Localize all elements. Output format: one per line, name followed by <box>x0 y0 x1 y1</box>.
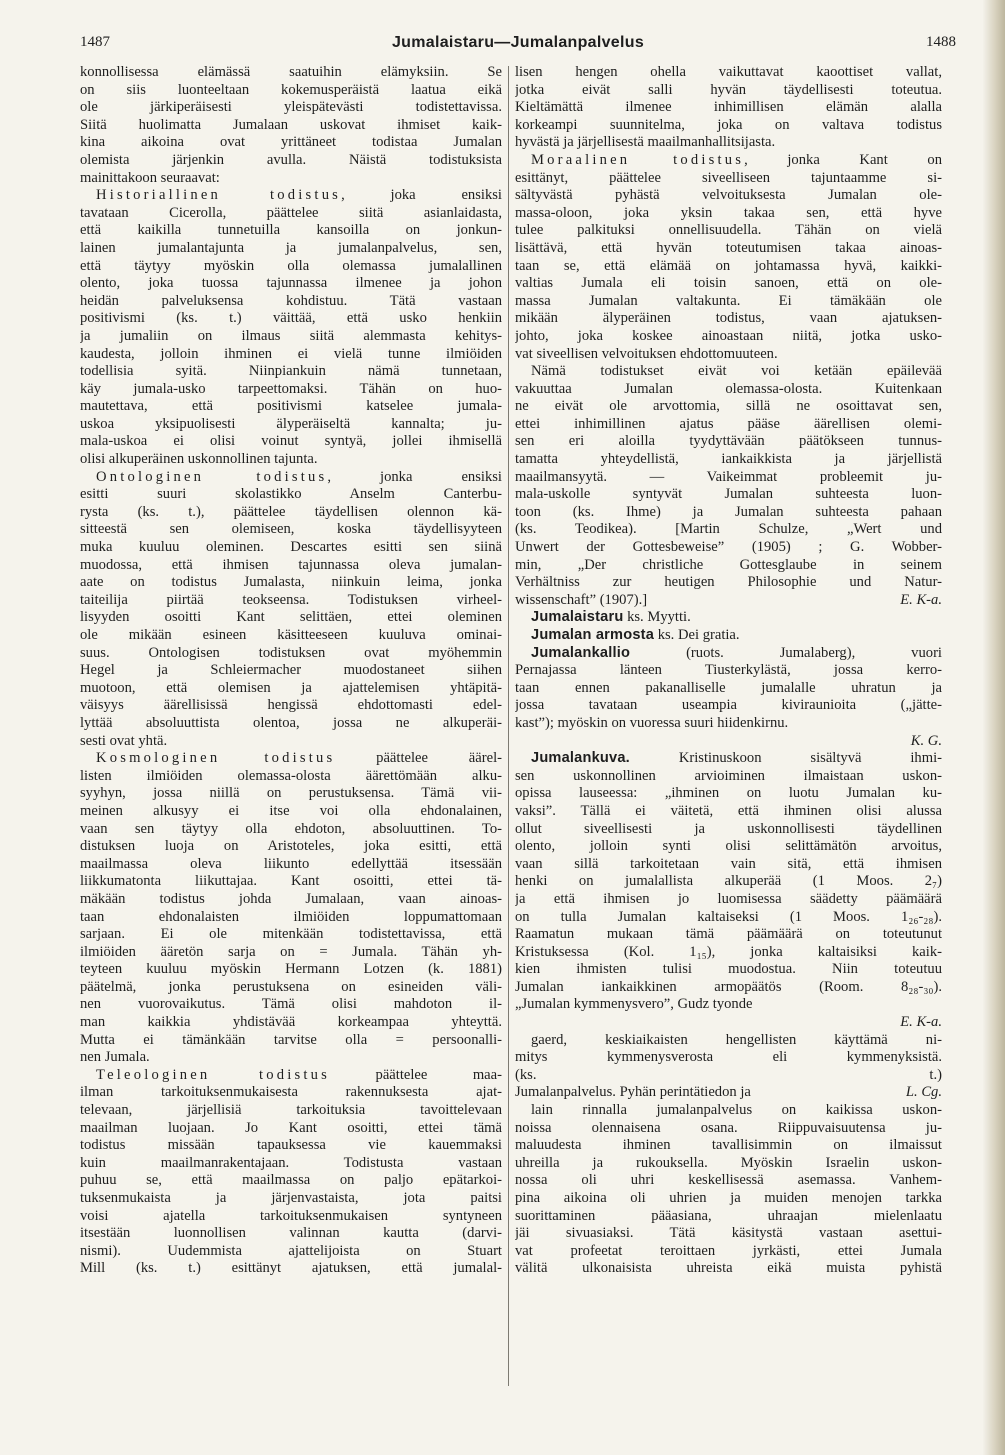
text-line: opissa lauseessa: „ihminen on luotu Jumalan ku- <box>515 785 942 802</box>
text-line: Raamatun mukaan tämä päämäärä on toteutunut <box>515 926 942 943</box>
page-number-left: 1487 <box>80 34 110 50</box>
text-line: mala-uskoa ei olisi voinut syntyä, jollei ihmisellä <box>80 433 502 450</box>
page-edge-shadow <box>983 0 1005 1455</box>
text-line: nen vuorovaikutus. Tämä olisi mahdoton il- <box>80 996 502 1013</box>
text-line: tavataan Cicerolla, päättelee siitä asianlaidasta, <box>80 204 502 221</box>
text-line: voisi ajatella tarkoituksenmukaisen syntyneen <box>80 1207 502 1224</box>
text-line: (ks. t.) <box>515 1066 942 1083</box>
text-line: „Jumalan kymmenysvero”, Gudz tyonde <box>515 996 753 1013</box>
text-line: jäi sivuasiaksi. Tätä käsitystä vastaan asettui- <box>515 1225 942 1242</box>
text-line: mautettava, että positivismi katselee jumala- <box>80 398 502 415</box>
text-line: mikään älyperäinen todistus, vaan ajatuksen- <box>515 310 942 327</box>
text-line: Moraalinen todistus, jonka Kant on <box>531 151 942 168</box>
text-line: nossa oli uhri keskellisessä asemassa. Vanhem- <box>515 1172 942 1189</box>
text-line: jossa tavataan useampia kiviraunioita („jätte- <box>515 697 942 714</box>
text-line: Kosmologinen todistus päättelee äärel- <box>96 750 502 767</box>
text-line: sältyvästä pyhästä velvoituksesta Jumalan ole- <box>515 187 942 204</box>
text-line: konnollisessa elämässä saatuihin elämyksiin. Se <box>80 64 502 80</box>
author-signature: E. K-a. <box>900 1014 942 1031</box>
text-line: Jumalankuva. Kristinuskoon sisältyvä ihmi- <box>531 750 942 767</box>
text-line: maailmassa oleva liikunto edellyttää itsessään <box>80 855 502 872</box>
text-line: Teleologinen todistus päättelee maa- <box>96 1066 502 1083</box>
text-line: lyttää absoluuttista olentoa, jossa ne alkuperäi- <box>80 714 502 731</box>
right-column <box>515 64 942 1278</box>
text-line: olemista järjenkin avulla. Näistä todistuksista <box>80 151 502 168</box>
text-line: kast”); myöskin on vuoressa suuri hiidenkirnu. <box>515 714 789 731</box>
text-line: uskoa yksipuolisesti älyperäiseltä kannalta; ju- <box>80 415 502 432</box>
text-line: Pernajassa länteen Tiusterkylästä, jossa kerro- <box>515 662 942 679</box>
text-line: maailman luojaan. Jo Kant osoitti, ettei tämä <box>80 1119 502 1136</box>
text-line: jotka eivät salli hyvän täydellisesti toteutua. <box>515 81 942 98</box>
text-line: Kristuksessa (Kol. 1₁₅), jonka kaltaisiksi kaik- <box>515 943 942 960</box>
text-line: taan se, että elämää on johtamassa hyvä, kaikki- <box>515 257 942 274</box>
text-line: Nämä todistukset eivät voi ketään epäilevää <box>531 363 942 380</box>
text-line: sitteestä sen olemiseen, koska täydellisyyteen <box>80 521 502 538</box>
text-line: maailmansyytä. — Vaikeimmat probleemit ju- <box>515 468 942 485</box>
text-line: johto, joka koskee ainoastaan niitä, jotka usko- <box>515 327 942 344</box>
text-line: päätelmä, jonka perustuksena on esineiden väli- <box>80 978 502 995</box>
text-line: on siis luonteeltaan kokemusperäistä laatua eikä <box>80 81 502 98</box>
text-line: on tulla Jumalan kaltaiseksi (1 Moos. 1₂₆-₂₈). <box>515 908 942 925</box>
column-divider <box>508 66 509 1386</box>
text-line: kien ihmisten tulisi muodostua. Niin toteutuu <box>515 961 942 978</box>
text-line: taan ehdonalaisten ilmiöiden loppumattomaan <box>80 908 502 925</box>
text-line: sesti ovat yhtä. <box>80 732 168 749</box>
text-line: Kieltämättä ilmenee inhimillisen elämän alalla <box>515 99 942 116</box>
text-line: todellisia syitä. Niinpiankuin nämä tunnetaan, <box>80 363 502 380</box>
text-line: kina aikoina ovat yrittäneet todistaa Jumalan <box>80 134 502 151</box>
text-line: televaan, järjellisiä tarkoituksia tavoittelevaan <box>80 1102 502 1119</box>
text-line: ole järkiperäisesti yleispätevästi todistettavissa. <box>80 99 502 116</box>
text-line: pina aikoina oli uhrien ja muiden menojen tarkka <box>515 1190 942 1206</box>
text-line: ettei inhimillinen ajatus pääse äärellisen olemi- <box>515 415 942 432</box>
text-line: syyhyn, jossa niillä on perustuksensa. Tämä vii- <box>80 785 502 802</box>
text-line: tuksenmukaista ja järjenvastaista, jota paitsi <box>80 1190 502 1206</box>
text-line: lain rinnalla jumalanpalvelus on kaikissa uskon- <box>531 1102 942 1119</box>
text-line: Jumalankallio (ruots. Jumalaberg), vuori <box>531 644 942 661</box>
text-line: puhuu se, että maailmassa on paljo epätarkoi- <box>80 1172 502 1189</box>
text-line: positivismi (ks. t.) väittää, että usko henkiin <box>80 310 502 327</box>
text-line: tamatta yhteydellistä, iankaikkista ja järjellistä <box>515 451 942 468</box>
text-line: ollut siveellisesti ja uskonnollisesti täydellinen <box>515 820 942 837</box>
text-line: teyteen kuuluu myöskin Hermann Lotzen (k. 1881) <box>80 961 502 978</box>
text-line: meinen alkusyy ei itse voi olla ehdonalainen, <box>80 802 502 819</box>
text-line: ilmiöiden ääretön sarja on = Jumala. Tähän yh- <box>80 943 502 960</box>
text-line: väisyys äärellisissä hengissä ehdottomasti edel- <box>80 697 502 714</box>
text-line: että täytyy myöskin olla olemassa jumalallinen <box>80 257 502 274</box>
left-column <box>80 64 502 1278</box>
text-line: distuksen luoja on Aristoteles, joka esitti, että <box>80 838 502 855</box>
text-line: wissenschaft” (1907).] E. K-a. <box>515 591 942 608</box>
text-line: lisyyden osoitti Kant selittäen, ettei oleminen <box>80 609 502 626</box>
text-line: todistus missään tapauksessa vie kauemmaksi <box>80 1137 502 1154</box>
text-line: olento, joka tuossa tajunnassa ilmenee ja johon <box>80 275 502 292</box>
text-line: massa-oloon, joka yksin takaa sen, että hyve <box>515 204 942 221</box>
text-line: maluudesta ihminen tavallisimmin on ilmaissut <box>515 1137 942 1154</box>
text-line: taiteilija piirtää teokseensa. Todistuksen virheel- <box>80 591 502 608</box>
text-line: Hegel ja Schleiermacher muodostaneet siihen <box>80 662 502 679</box>
author-signature: L. Cg. <box>905 1084 942 1101</box>
text-line: Ontologinen todistus, jonka ensiksi <box>96 468 502 485</box>
text-line: tulee palkituksi onnellisuudella. Tähän on vielä <box>515 222 942 239</box>
running-title: Jumalaistaru—Jumalanpalvelus <box>391 34 645 51</box>
text-line: sen eri aloilla tyydyttävään päätökseen tunnus- <box>515 433 942 450</box>
text-line: suorittaminen pääasiana, uhraajan mielenlaatu <box>515 1207 942 1224</box>
text-line: sen uskonnollinen arvioiminen ilmaistaan uskon- <box>515 767 942 784</box>
text-line: henki on jumalallista alkuperää (1 Moos. 2₇) <box>515 873 942 890</box>
text-line: välitä ulkonaisista uhreista eikä muista pyhistä <box>515 1260 942 1277</box>
text-line: Mutta ei tämänkään tarvitse olla = persoonalli- <box>80 1031 502 1048</box>
text-line: lisättävä, että hyvän toteutumisen takaa ainoas- <box>515 239 942 256</box>
text-line: nismi). Uudemmista ajattelijoista on Stuart <box>80 1242 502 1259</box>
text-line: Jumalan armosta ks. Dei gratia. <box>531 627 740 643</box>
text-line: vat profeetat teroittaen jyrkästi, ettei Jumala <box>515 1242 942 1259</box>
page-header <box>80 34 956 56</box>
text-line: man kaikkia yhdistävää korkeampaa yhteyttä. <box>80 1014 502 1031</box>
text-line: gaerd, keskiaikaisten hengellisten käyttämä ni- <box>531 1031 942 1048</box>
text-line: käy jumala-usko tarpeettomaksi. Tähän on huo- <box>80 380 502 397</box>
text-line: nen Jumala. <box>80 1049 150 1066</box>
text-line: olento, jolloin synti olisi selittämätön arvoitus, <box>515 838 942 855</box>
text-line: Siitä huolimatta Jumalaan uskovat ihmiset kaik- <box>80 116 502 133</box>
text-line: kuin maailmanrakentajaan. Todistusta vastaan <box>80 1154 502 1171</box>
text-line: uhreilla ja rukouksella. Myöskin Israelin uskon- <box>515 1154 942 1171</box>
text-line: olisi alkuperäinen uskonnollinen tajunta. <box>80 451 318 468</box>
text-line: vaksi”. Tällä ei väitetä, että ihminen olisi alussa <box>515 802 942 819</box>
text-line: että kaikilla tunnetuilla kansoilla on jonkun- <box>80 222 502 239</box>
text-line: Jumalanpalvelus. Pyhän perintätiedon ja L. Cg. <box>515 1084 942 1101</box>
text-line: toon (ks. Ihme) ja Jumalan suhteesta pahaan <box>515 503 942 520</box>
text-line: vaan sillä tarkoitetaan vain sitä, että ihmisen <box>515 855 942 872</box>
text-line: ole mikään esineen käsitteeseen kuuluva ominai- <box>80 627 502 643</box>
text-line: esitti suuri skolastikko Anselm Canterbu- <box>80 486 502 503</box>
text-line: ne eivät ole arvottomia, sillä ne osoittavat sen, <box>515 398 942 415</box>
text-line: valtias Jumala eli toisin sanoen, että on ole- <box>515 275 942 292</box>
text-line: listen ilmiöiden olemassa-olosta äärettömään alku- <box>80 767 502 784</box>
text-line: mitys kymmenysverosta eli kymmenyksistä. <box>515 1049 942 1066</box>
text-line: aate on todistus Jumalasta, niinkuin leima, jonka <box>80 574 502 591</box>
text-line: lisen hengen ohella vaikuttavat kaoottiset vallat, <box>515 64 942 80</box>
text-line: suus. Ontologisen todistuksen ovat myöhemmin <box>80 644 502 661</box>
text-line: vaan sen täytyy olla ehdoton, absoluuttinen. To- <box>80 820 502 837</box>
text-line: mala-uskolle syntyvät Jumalan suhteesta luon- <box>515 486 942 503</box>
text-line: muodossa, että ihmisen tajunnassa oleva jumalan- <box>80 556 502 573</box>
text-line: Unwert der Gottesbeweise” (1905) ; G. Wobber- <box>515 539 942 556</box>
text-line: massa Jumalan valtakunta. Ei tämäkään ole <box>515 292 942 309</box>
text-line: taan ennen pakanalliselle jumalalle uhratun ja <box>515 679 942 696</box>
text-line: kaudesta, jolloin ihminen ei vielä tunne ilmiöiden <box>80 345 502 362</box>
text-line: ilman tarkoituksenmukaisesta rakennuksesta ajat- <box>80 1084 502 1101</box>
text-line: min, „Der christliche Gottesglaube in seinem <box>515 556 942 573</box>
text-line: rysta (ks. t.), päättelee täydellisen olennon kä- <box>80 503 502 520</box>
text-line: muka kuuluu oleminen. Descartes esitti sen siinä <box>80 539 502 556</box>
text-line: esittänyt, päättelee siveelliseen tajuntaamme si- <box>515 169 942 186</box>
text-line: Jumalan iankaikkinen armopäätös (Room. 8₂₈-₃₀). <box>515 978 942 995</box>
text-line: Historiallinen todistus, joka ensiksi <box>96 187 502 204</box>
text-line: mainittakoon seuraavat: <box>80 169 220 186</box>
text-line: Mill (ks. t.) esittänyt ajatuksen, että jumalal- <box>80 1260 502 1277</box>
text-line: vakuuttaa Jumalan olemassa-olosta. Kuitenkaan <box>515 380 942 397</box>
text-line: lainen jumalantajunta ja jumalanpalvelus, sen, <box>80 239 502 256</box>
text-line: hyvästä ja järjellisestä maailmanhallitsijasta. <box>515 134 776 151</box>
text-line: (ks. Teodikea). [Martin Schulze, „Wert und <box>515 521 942 538</box>
text-line: Jumalaistaru ks. Myytti. <box>531 609 691 626</box>
author-signature: E. K-a. <box>900 591 942 608</box>
text-line: itsestään luonnollisen valinnan kautta (darvi- <box>80 1225 502 1242</box>
text-line: sarjaan. Ei ole mitenkään todistettavissa, että <box>80 926 502 943</box>
text-line: korkeampi suunnitelma, joka on valtava todistus <box>515 116 942 133</box>
text-line: ja jumaliin on ilmaus siitä alemmasta kehitys- <box>80 327 502 344</box>
text-line: ja että ihmisen jo luomisessa säädetty päämäärä <box>515 890 942 907</box>
text-line: vat siveellisen velvoituksen ehdottomuuteen. <box>515 345 778 362</box>
text-line: Verhältniss zur heutigen Philosophie und Natur- <box>515 574 942 591</box>
page-number-right: 1488 <box>926 34 956 50</box>
text-line: mäkään todistus johda Jumalaan, vaan ainoas- <box>80 890 502 907</box>
text-line: muotoon, että olemisen ja ajattelemisen yhtäpitä- <box>80 679 502 696</box>
text-line: noissa olennaisena osana. Riippuvaisuutensa ju- <box>515 1119 942 1136</box>
text-line: liikkumatonta liikuttajaa. Kant osoitti, ettei tä- <box>80 873 502 890</box>
text-line: heidän palveluksensa kohdistuu. Tätä vastaan <box>80 292 502 309</box>
author-signature: K. G. <box>910 732 942 749</box>
